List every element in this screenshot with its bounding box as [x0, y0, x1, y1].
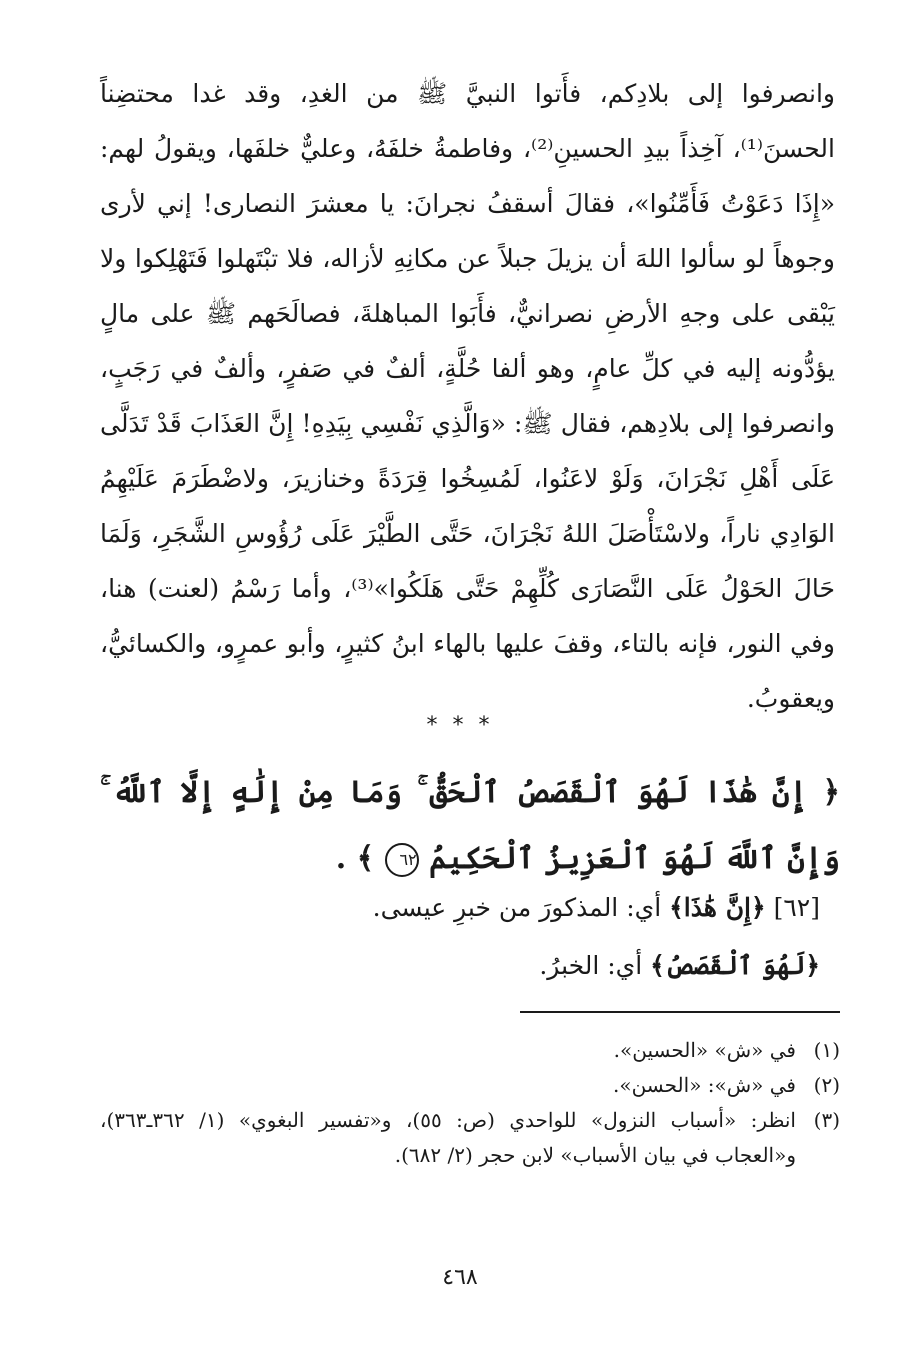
- commentary-line: [120, 888, 820, 928]
- verse-close-bracket: ﴾ .: [335, 841, 375, 876]
- verse-text: إِنَّ هَٰذَا لَهُوَ ٱلْقَصَصُ ٱلْحَقُّ ۚ وَمَا مِنْ إِلَٰهٍ إِلَّا ٱللَّهُ ۚ وَإِنَّ ٱللَّهَ لَهُوَ ٱلْعَزِيزُ ٱلْحَكِيمُ: [100, 775, 840, 876]
- footnote-number: (٢): [813, 1073, 840, 1097]
- commentary-line: [120, 946, 820, 986]
- verse-open-bracket: ﴿: [822, 775, 841, 810]
- section-separator: * * *: [426, 713, 494, 738]
- ayah-number-marker: ٦٢: [385, 843, 419, 877]
- footnote-text: انظر: «أسباب النزول» للواحدي (ص: ٥٥)، و«تفسير البغوي» (١/ ٣٦٢ـ٣٦٣)، و«العجاب في بيان الأسباب» لابن حجر (٢/ ٦٨٢).: [100, 1108, 796, 1167]
- main-paragraph-text: وانصرفوا إلى بلادِكم، فأَتوا النبيَّ ﷺ من الغدِ، وقد غدا محتضِناً الحسنَ⁽¹⁾، آخِذاً بيدِ الحسينِ⁽²⁾، وفاطمةُ خلفَهُ، وعليٌّ خلفَها، ويقولُ لهم: «إِذَا دَعَوْتُ فَأَمِّنُوا»، فقالَ أسقفُ نجرانَ: يا معشرَ النصارى! إني لأرى وجوهاً لو سألوا اللهَ أن يزيلَ جبلاً عن مكانِهِ لأزاله، فلا تبْتَهلوا فَتَهْلِكوا ولا يَبْقى على وجهِ الأرضِ نصرانيٌّ، فأَبَوا المباهلةَ، فصالَحَهم ﷺ على مالٍ يؤدُّونه إليه في كلِّ عامٍ، وهو ألفا حُلَّةٍ، ألفٌ في صَفرٍ، وألفٌ في رَجَبٍ، وانصرفوا إلى بلادِهم، فقال ﷺ: «وَالَّذِي نَفْسِي بِيَدِهِ! إِنَّ العَذَابَ قَدْ تَدَلَّى عَلَى أَهْلِ نَجْرَانَ، وَلَوْ لاعَنُوا، لَمُسِخُوا قِرَدَةً وخنازيرَ، ولاضْطَرَمَ عَلَيْهِمُ الوَادِي ناراً، ولاسْتَأْصَلَ اللهُ نَجْرَانَ، حَتَّى الطَّيْرَ عَلَى رُؤُوسِ الشَّجَرِ، وَلَمَا حَالَ الحَوْلُ عَلَى النَّصَارَى كُلِّهِمْ حَتَّى هَلَكُوا»⁽³⁾، وأما رَسْمُ (لعنت) هنا، وفي النور، فإنه بالتاء، وقفَ عليها بالهاء ابنُ كثيرٍ، وأبو عمرٍو، والكسائيُّ، ويعقوبُ.: [100, 79, 835, 713]
- page-number: ٤٦٨: [442, 1265, 478, 1290]
- main-paragraph: [100, 66, 835, 726]
- verse-reference: [٦٢]: [773, 893, 820, 922]
- quoted-quran: ﴿لَهُوَ ٱلْقَصَصُ﴾: [650, 951, 820, 980]
- footnote-divider: [520, 1011, 840, 1013]
- commentary-text: أي: المذكورَ من خبرِ عيسى.: [372, 893, 662, 922]
- footnotes-list: [100, 1033, 840, 1173]
- commentary-text: أي: الخبرُ.: [539, 951, 643, 980]
- footnote-text: في «ش» «الحسين».: [613, 1038, 796, 1062]
- footnote-item: [100, 1068, 840, 1103]
- footnote-item: [100, 1103, 840, 1173]
- footnote-item: [100, 1033, 840, 1068]
- footnote-number: (٣): [813, 1108, 840, 1132]
- quran-verse: [100, 760, 840, 892]
- quoted-quran: ﴿إِنَّ هَٰذَا﴾: [669, 893, 766, 922]
- footnote-text: في «ش»: «الحسن».: [612, 1073, 796, 1097]
- footnote-number: (١): [813, 1038, 840, 1062]
